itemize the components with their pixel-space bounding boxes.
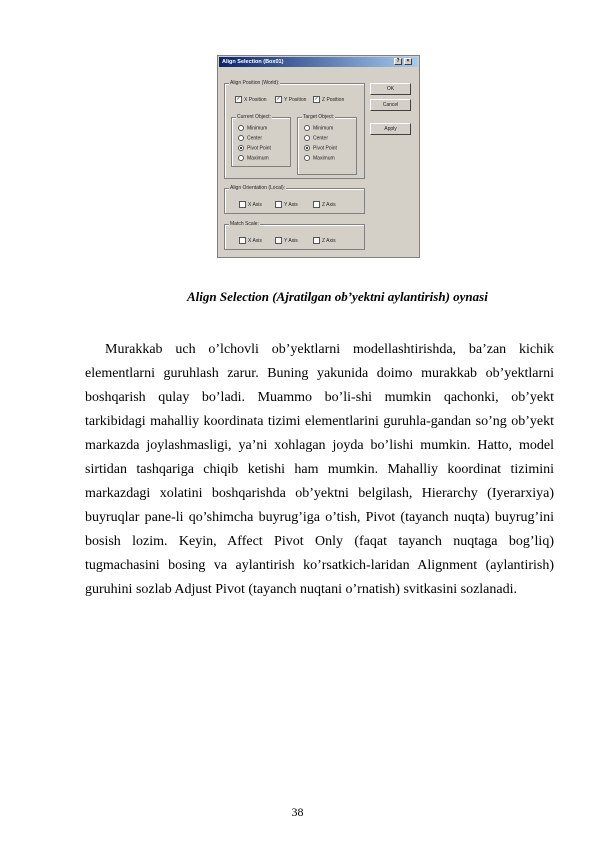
scale-x-check (239, 237, 262, 244)
orientation-y-check (275, 201, 298, 208)
radio-icon (238, 125, 244, 131)
radio-selected-icon (304, 145, 310, 151)
match-scale-group (224, 221, 365, 250)
current-object-group (231, 114, 291, 167)
orientation-x-check (239, 201, 262, 208)
page-number: 38 (291, 805, 304, 819)
checkbox-icon (239, 237, 246, 244)
checkbox-icon (313, 237, 320, 244)
option-label: Z Axis (322, 201, 336, 208)
target-object-label: Target Object: (303, 114, 335, 120)
align-position-group (224, 80, 365, 179)
option-label: Center (313, 135, 329, 142)
radio-icon (304, 155, 310, 161)
body-paragraph: Murakkab uch o’lchovli ob’yektlarni modellashtirishda, ba’zan kichik elementlarni guruhlash zarur. Buning yakunida doimo murakkab ob’yektlarni boshqarish qulay bo’ladi. Muammo bo’li-shi mumkin qachonki, ob’yekt tarkibidagi mahalliy koordinata tizimi elementlarini guruhla-gandan so’ng ob’yekt markazda joylashmasligi, ya’ni xohlagan joyda bo’lishi mumkin. Hatto, model sirtidan tashqariga chiqib ketishi ham mumkin. Mahalliy koordinat tizimini markazdagi xolatini boshqarishda ob’yektni belgilash, Hierarchy (Iyerarxiya) buyruqlar pane-li qo’shimcha buyrug’iga o’tish, Pivot (tayanch nuqta) buyrug’ini bosish lozim. Keyin, Affect Pivot Only (faqat tayanch nuqtaga bog’liq) tugmachasini bosing va aylantirish ko’rsatkich-laridan Alignment (aylantirish) guruhini sozlab Adjust Pivot (tayanch nuqtani o’rnatish) svitkasini sozlanadi. (85, 342, 554, 597)
scale-y-check (275, 237, 298, 244)
option-label: Pivot Point (313, 145, 337, 152)
target-object-group (297, 114, 357, 175)
z-position-check (313, 96, 344, 103)
current-maximum-option (238, 155, 269, 161)
option-label: X Axis (248, 237, 262, 244)
checkbox-checked-icon: ✓ (314, 96, 319, 102)
option-label: Maximum (313, 155, 335, 162)
radio-icon (238, 155, 244, 161)
radio-icon (238, 135, 244, 141)
orientation-z-check (313, 201, 336, 208)
option-label: Minimum (247, 125, 268, 132)
z-position-label: Z Position (322, 96, 345, 103)
y-position-label: Y Position (284, 96, 307, 103)
option-label: Z Axis (322, 237, 336, 244)
current-pivot-option (238, 145, 271, 151)
target-maximum-option (304, 155, 335, 161)
current-minimum-option (238, 125, 267, 131)
match-scale-label: Match Scale: (230, 221, 259, 227)
dialog-title: Align Selection (Box01) (222, 59, 284, 65)
option-label: X Axis (248, 201, 262, 208)
target-minimum-option (304, 125, 333, 131)
radio-icon (304, 135, 310, 141)
option-label: Center (247, 135, 263, 142)
checkbox-icon (239, 201, 246, 208)
figure-caption: Align Selection (Ajratilgan ob’yektni aylantirish) oynasi (187, 289, 488, 304)
radio-icon (304, 125, 310, 131)
y-position-check (275, 96, 306, 103)
checkbox-checked-icon: ✓ (236, 96, 241, 102)
checkbox-icon (275, 237, 282, 244)
current-center-option (238, 135, 262, 141)
target-center-option (304, 135, 328, 141)
checkbox-icon (275, 201, 282, 208)
cancel-button: Cancel (370, 99, 411, 111)
current-object-label: Current Object: (237, 114, 271, 120)
target-pivot-option (304, 145, 337, 151)
checkbox-icon (313, 201, 320, 208)
apply-button: Apply (370, 123, 411, 135)
option-label: Minimum (313, 125, 334, 132)
option-label: Y Axis (284, 237, 298, 244)
help-icon: ? (394, 58, 402, 65)
option-label: Y Axis (284, 201, 298, 208)
x-position-label: X Position (244, 96, 267, 103)
dialog-titlebar (219, 57, 418, 67)
ok-button: OK (370, 83, 411, 95)
radio-selected-icon (238, 145, 244, 151)
scale-z-check (313, 237, 336, 244)
x-position-check (235, 96, 267, 103)
align-orientation-label: Align Orientation (Local): (230, 185, 286, 191)
align-orientation-group (224, 185, 365, 214)
close-icon: × (404, 58, 412, 65)
align-selection-dialog-figure (217, 55, 420, 258)
checkbox-checked-icon: ✓ (276, 96, 281, 102)
align-position-label: Align Position (World): (230, 80, 280, 86)
option-label: Maximum (247, 155, 269, 162)
option-label: Pivot Point (247, 145, 271, 152)
